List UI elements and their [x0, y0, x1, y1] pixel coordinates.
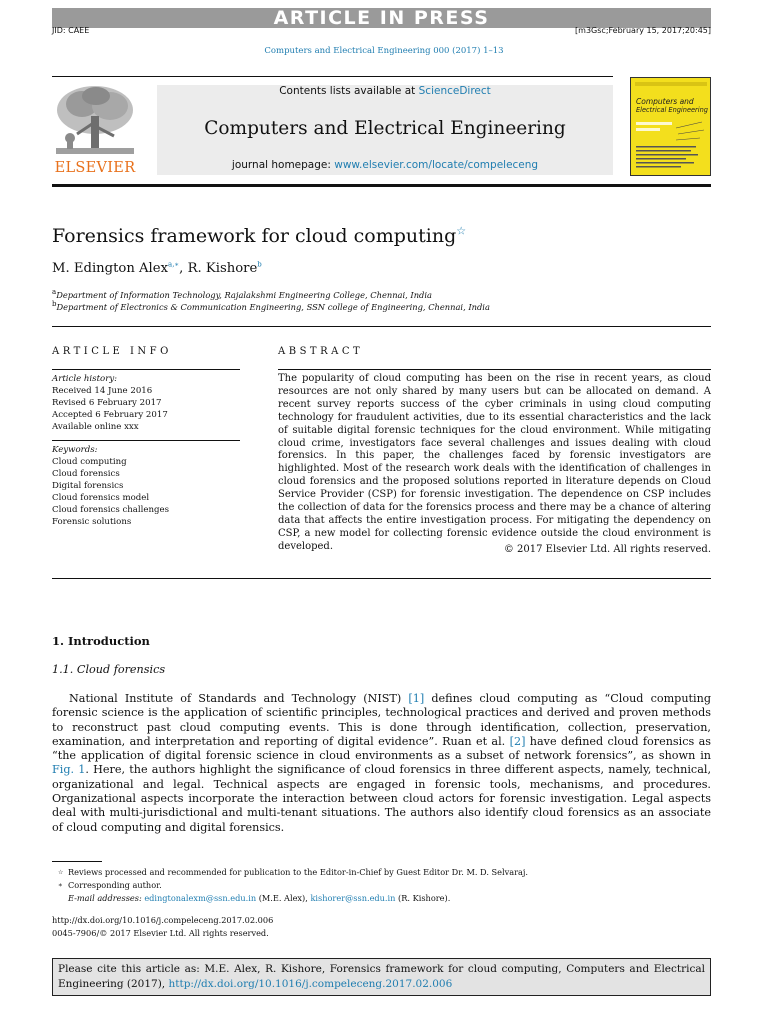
contents-line [157, 85, 613, 97]
reference-2-link[interactable]: [2] [509, 734, 526, 748]
masthead-panel [157, 85, 613, 175]
masthead-bottom-rule [52, 184, 711, 187]
cover-title-line-2: Electrical Engineering [636, 106, 708, 114]
author-1: M. Edington Alex [52, 261, 169, 276]
email-label: E-mail addresses: [68, 893, 142, 903]
keyword-item: Forensic solutions [52, 517, 132, 527]
front-matter-rule [52, 326, 711, 327]
article-info-rule [52, 369, 240, 370]
abstract-rule [278, 369, 711, 370]
subsection-heading-cloud-forensics: 1.1. Cloud forensics [52, 663, 166, 676]
footnote-emails [58, 892, 711, 905]
footnote-review-mark: ☆ [58, 869, 64, 876]
intro-text-part-1: National Institute of Standards and Technology (NIST) [69, 692, 409, 705]
contents-prefix: Contents lists available at [279, 85, 419, 97]
cover-title-line-1: Computers and [636, 97, 694, 106]
affiliation-a [52, 289, 490, 301]
article-history [52, 373, 240, 433]
article-title [52, 225, 466, 247]
keyword-item: Cloud forensics [52, 469, 120, 479]
email-link-alex[interactable]: edingtonalexm@ssn.edu.in [144, 893, 257, 903]
history-revised: Revised 6 February 2017 [52, 398, 162, 408]
masthead-top-rule [52, 76, 613, 77]
keyword-item: Cloud forensics challenges [52, 505, 170, 515]
footnote-review-text: Reviews processed and recommended for publication to the Editor-in-Chief by Guest Editor Dr. M. D. Selvaraj. [68, 867, 529, 877]
footnotes [58, 866, 711, 905]
homepage-link[interactable]: www.elsevier.com/locate/compeleceng [334, 159, 539, 171]
cite-text: Please cite this article as: M.E. Alex, R. Kishore, Forensics framework for cloud computing, Computers and Electrical Engineering (2017), [58, 963, 705, 990]
author-2: R. Kishore [187, 261, 258, 276]
affiliations [52, 289, 490, 313]
article-in-press-banner: ARTICLE IN PRESS [52, 8, 711, 28]
production-stamp: [m3Gsc;February 15, 2017;20:45] [575, 26, 711, 35]
affiliation-b-text: Department of Electronics & Communication Engineering, SSN college of Engineering, Chennai, India [56, 302, 490, 312]
history-online: Available online xxx [52, 422, 139, 432]
affiliation-b [52, 301, 490, 313]
reference-1-link[interactable]: [1] [408, 692, 425, 705]
article-info-heading: ARTICLE INFO [52, 346, 172, 357]
footnote-corresponding [58, 879, 711, 892]
journal-id: JID: CAEE [52, 26, 90, 35]
journal-cover-thumbnail [630, 77, 711, 176]
homepage-prefix: journal homepage: [231, 159, 335, 171]
journal-citation-line[interactable]: Computers and Electrical Engineering 000 (2017) 1–13 [264, 46, 504, 56]
author-1-affiliation-mark[interactable]: a,∗ [168, 260, 180, 269]
affiliation-a-text: Department of Information Technology, Rajalakshmi Engineering College, Chennai, India [56, 290, 432, 300]
abstract-bottom-rule [52, 578, 711, 579]
affiliation-b-mark: b [52, 300, 57, 309]
doi-link[interactable]: http://dx.doi.org/10.1016/j.compeleceng.2017.02.006 [52, 915, 274, 925]
keyword-item: Cloud forensics model [52, 493, 150, 503]
email-owner-alex: (M.E. Alex), [256, 893, 311, 903]
elsevier-wordmark: ELSEVIER [54, 160, 136, 176]
figure-1-link[interactable]: Fig. 1 [52, 763, 86, 777]
footnote-corresponding-text: Corresponding author. [68, 880, 162, 890]
footnote-review [58, 866, 711, 879]
title-footnote-mark[interactable]: ☆ [456, 224, 467, 238]
keyword-item: Cloud computing [52, 457, 127, 467]
email-link-kishore[interactable]: kishorer@ssn.edu.in [310, 893, 396, 903]
abstract-text: The popularity of cloud computing has been on the rise in recent years, as cloud resources are not only shared by many users but can be allocated on demand. A recent survey reports success of the cyber criminals in using cloud computing technology for fraudulent activities, due to its essential characteristics and the lack of suitable digital forensic techniques for the cloud environment. While mitigating cloud crime, investigators face several challenges and issues dealing with cloud forensics. In this paper, the challenges faced by forensic investigators are highlighted. Most of the research work deals with the identification of challenges in cloud forensics and the proposed solutions reported in literature depends on Cloud Service Provider (CSP) for forensic investigation. The dependence on CSP includes the collection of data for the forensics process and there may be a chance of altering data that affects the entire investigation process. For mitigating the dependency on CSP, a new model for collecting forensic evidence outside the cloud environment is developed. [278, 373, 711, 552]
journal-title: Computers and Electrical Engineering [204, 118, 566, 139]
footnote-corresponding-mark: ∗ [58, 881, 63, 889]
article-title-text: Forensics framework for cloud computing [52, 225, 457, 247]
author-2-affiliation-mark[interactable]: b [257, 260, 262, 269]
author-separator: , [179, 261, 188, 276]
keywords-list [52, 444, 240, 528]
email-owner-kishore: (R. Kishore). [395, 893, 451, 903]
intro-text-part-3: have defined cloud forensics as “the application of digital forensic science in cloud environments as a subset of network forensics”, as shown in [52, 734, 711, 763]
history-label: Article history: [52, 374, 118, 384]
history-received: Received 14 June 2016 [52, 386, 153, 396]
homepage-line [157, 159, 613, 171]
elsevier-tree-logo [52, 82, 138, 158]
cite-doi-link[interactable]: http://dx.doi.org/10.1016/j.compeleceng.2017.02.006 [168, 978, 453, 990]
abstract-heading: ABSTRACT [278, 346, 364, 357]
keywords-rule [52, 440, 240, 441]
author-list [52, 261, 262, 276]
affiliation-a-mark: a [52, 288, 57, 297]
intro-paragraph [52, 692, 711, 835]
footnote-rule [52, 861, 102, 862]
keyword-item: Digital forensics [52, 481, 124, 491]
issn-copyright: 0045-7906/© 2017 Elsevier Ltd. All rights reserved. [52, 928, 269, 938]
intro-text-part-2: defines cloud computing as “Cloud computing forensic science is the application of scientific principles, technological practices and derived and proven methods to reconstruct past cloud computing events. This is done through identification, collection, preservation, examination, and interpretation and reporting of digital evidence”. Ruan et al. [52, 692, 711, 748]
sciencedirect-link[interactable]: ScienceDirect [418, 85, 491, 97]
section-heading-introduction: 1. Introduction [52, 634, 150, 648]
keywords-label: Keywords: [52, 445, 98, 455]
intro-text-part-4: . Here, the authors highlight the significance of cloud forensics in three different aspects, namely, technical, organizational and legal. Technical aspects are engaged in forensic tools, mechanisms, and procedures. Organizational aspects incorporate the interaction between cloud actors for forensic investigation. Legal aspects deal with multi-jurisdictional and multi-tenant situations. The authors also identify cloud forensics as an associate of cloud computing and digital forensics. [52, 763, 712, 834]
cite-this-article-box [52, 958, 711, 996]
abstract-copyright: © 2017 Elsevier Ltd. All rights reserved. [503, 544, 711, 555]
history-accepted: Accepted 6 February 2017 [52, 410, 168, 420]
